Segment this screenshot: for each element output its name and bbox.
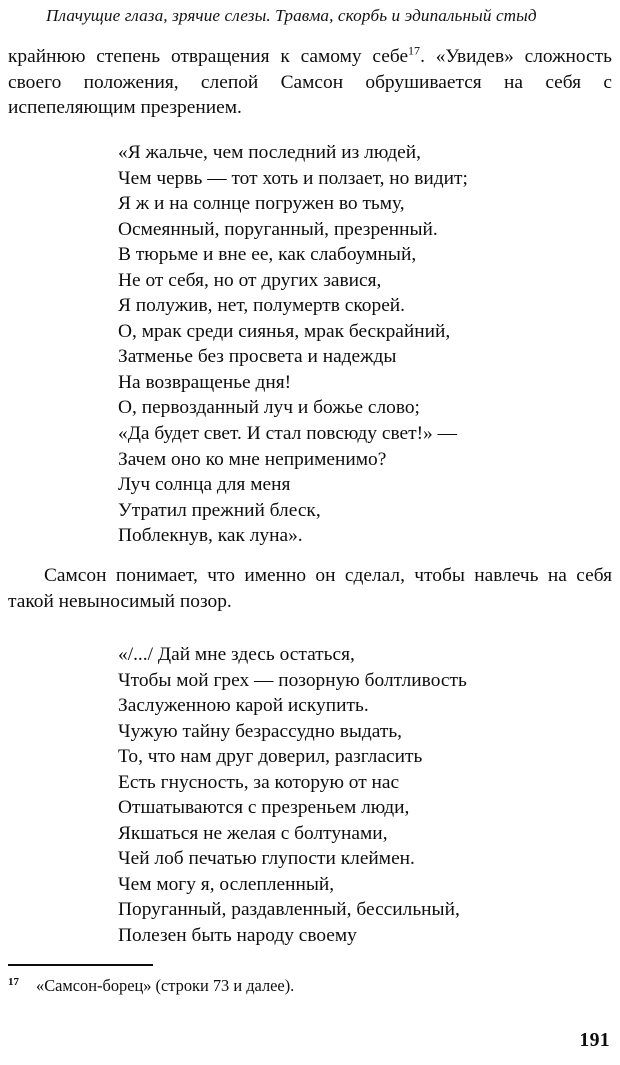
opening-paragraph	[8, 44, 612, 121]
verse-line: Чем могу я, ослепленный,	[118, 873, 335, 895]
verse-line: Осмеянный, поруганный, презренный.	[118, 218, 438, 240]
opening-paragraph-block	[8, 44, 612, 121]
footnote-text: «Самсон-борец» (строки 73 и далее).	[36, 976, 295, 995]
footnote-separator-rule	[8, 964, 153, 966]
opening-paragraph-text-after-footnote-marker: . «Увидев» сложность своего положения, слепой Самсон обрушивается на себя с испепеляющим презрением.	[8, 46, 612, 119]
verse-line: Затменье без просвета и надежды	[118, 346, 397, 368]
footnote-area	[8, 964, 568, 996]
verse-line: Полезен быть народу своему	[118, 925, 357, 947]
verse-line: На возвращенье дня!	[118, 371, 292, 393]
verse-line: Не от себя, но от других завися,	[118, 269, 382, 291]
verse-line: Я ж и на солнце погружен во тьму,	[118, 193, 405, 215]
middle-paragraph-block	[8, 563, 612, 614]
opening-paragraph-text-before-footnote-marker: крайнюю степень отвращения к самому себе	[8, 46, 409, 67]
running-head: Плачущие глаза, зрячие слезы. Травма, скорбь и эдипальный стыд	[46, 6, 537, 25]
verse-line: Чем червь — тот хоть и ползает, но видит;	[118, 167, 468, 189]
verse-line: Утратил прежний блеск,	[118, 499, 321, 521]
middle-paragraph: Самсон понимает, что именно он сделал, чтобы навлечь на себя такой невыносимый позор.	[8, 565, 612, 612]
verse-line: Чей лоб печатью глупости клеймен.	[118, 848, 415, 870]
verse-line: Поруганный, раздавленный, бессильный,	[118, 899, 460, 921]
verse-line: Поблекнув, как луна».	[118, 525, 303, 547]
verse-line: В тюрьме и вне ее, как слабоумный,	[118, 244, 417, 266]
verse-line: Зачем оно ко мне неприменимо?	[118, 448, 387, 470]
verse-line: «Да будет свет. И стал повсюду свет!» —	[118, 423, 457, 445]
verse-line: Отшатываются с презреньем люди,	[118, 797, 410, 819]
verse-block-one	[118, 140, 588, 549]
verse-line: То, что нам друг доверил, разгласить	[118, 746, 423, 768]
verse-line: Я полужив, нет, полумертв скорей.	[118, 295, 406, 317]
verse-line: Луч солнца для меня	[118, 474, 291, 496]
verse-line: О, мрак среди сиянья, мрак бескрайний,	[118, 320, 451, 342]
verse-line: Якшаться не желая с болтунами,	[118, 822, 388, 844]
page-number: 191	[579, 1029, 610, 1051]
verse-line: «/.../ Дай мне здесь остаться,	[118, 644, 355, 665]
verse-line: О, первозданный луч и божье слово;	[118, 397, 420, 419]
verse-block-two	[118, 642, 588, 949]
verse-line: Есть гнусность, за которую от нас	[118, 771, 400, 793]
footnote-reference-marker[interactable]: 17	[408, 43, 421, 58]
verse-line: «Я жальче, чем последний из людей,	[118, 142, 422, 163]
footnote	[8, 975, 568, 996]
verse-line: Заслуженною карой искупить.	[118, 695, 369, 717]
verse-line: Чужую тайну безрассудно выдать,	[118, 720, 403, 742]
footnote-number: 17	[8, 975, 19, 988]
verse-line: Чтобы мой грех — позорную болтливость	[118, 669, 467, 691]
